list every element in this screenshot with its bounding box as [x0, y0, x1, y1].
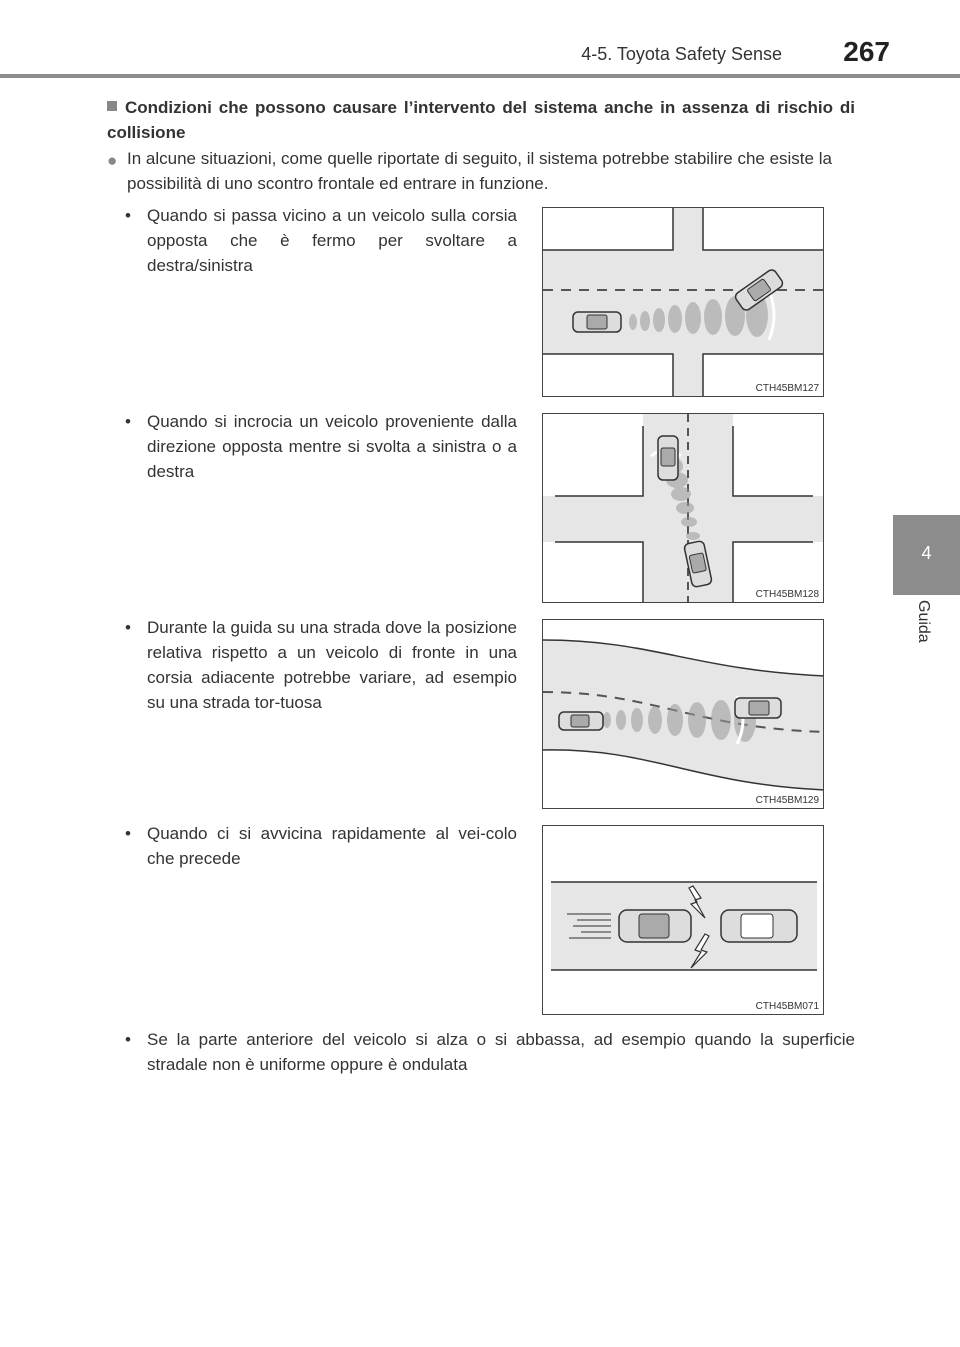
list-item [125, 203, 517, 278]
figure-code: CTH45BM129 [755, 795, 819, 806]
bullet-dot-icon: • [125, 206, 131, 225]
figure-rapid-approach [542, 825, 824, 1015]
intro-paragraph [107, 146, 855, 196]
intro-text: In alcune situazioni, come quelle riportate di seguito, il sistema potrebbe stabilire che esiste la possibilità di uno scontro frontale ed entrare in funzione. [127, 149, 832, 193]
chapter-number: 4 [921, 543, 932, 563]
section-heading [107, 95, 855, 145]
bullet-dot-icon: • [125, 1030, 131, 1049]
crossroad-illustration [543, 414, 824, 603]
winding-road-illustration [543, 620, 824, 809]
intersection-illustration [543, 208, 824, 397]
list-item [125, 821, 517, 871]
list-item-text: Quando si incrocia un veicolo proveniente dalla direzione opposta mentre si svolta a sinistra o a destra [147, 412, 517, 481]
section-heading-text: Condizioni che possono causare l’intervento del sistema anche in assenza di rischio di collisione [107, 98, 855, 142]
list-item [125, 409, 517, 484]
figure-winding-road [542, 619, 824, 809]
figure-passing-stopped-vehicle [542, 207, 824, 397]
bullet-dot-icon: • [125, 618, 131, 637]
chapter-label: Guida [915, 600, 932, 643]
bullet-dot-icon: • [125, 412, 131, 431]
list-item-text: Se la parte anteriore del veicolo si alza o si abbassa, ad esempio quando la superficie stradale non è uniforme oppure è ondulata [147, 1030, 855, 1074]
figure-code: CTH45BM128 [755, 589, 819, 600]
chapter-tab [893, 515, 960, 595]
list-item-text: Quando si passa vicino a un veicolo sulla corsia opposta che è fermo per svoltare a destra/sinistra [147, 206, 517, 275]
list-item [125, 615, 517, 715]
bullet-dot-icon: • [125, 824, 131, 843]
section-title: 4-5. Toyota Safety Sense [581, 44, 782, 64]
square-bullet-icon [107, 101, 117, 111]
list-item-text: Quando ci si avvicina rapidamente al vei-colo che precede [147, 824, 517, 868]
page-number: 267 [843, 36, 890, 67]
rapid-approach-illustration [543, 826, 824, 1015]
circle-bullet-icon: ● [107, 151, 118, 170]
figure-turning-crossing [542, 413, 824, 603]
figure-code: CTH45BM127 [755, 383, 819, 394]
header-divider [0, 74, 960, 78]
list-item [125, 1027, 855, 1077]
figure-code: CTH45BM071 [755, 1001, 819, 1012]
list-item-text: Durante la guida su una strada dove la posizione relativa rispetto a un veicolo di fronte in una corsia adiacente potrebbe variare, ad esempio su una strada tor-tuosa [147, 618, 517, 712]
